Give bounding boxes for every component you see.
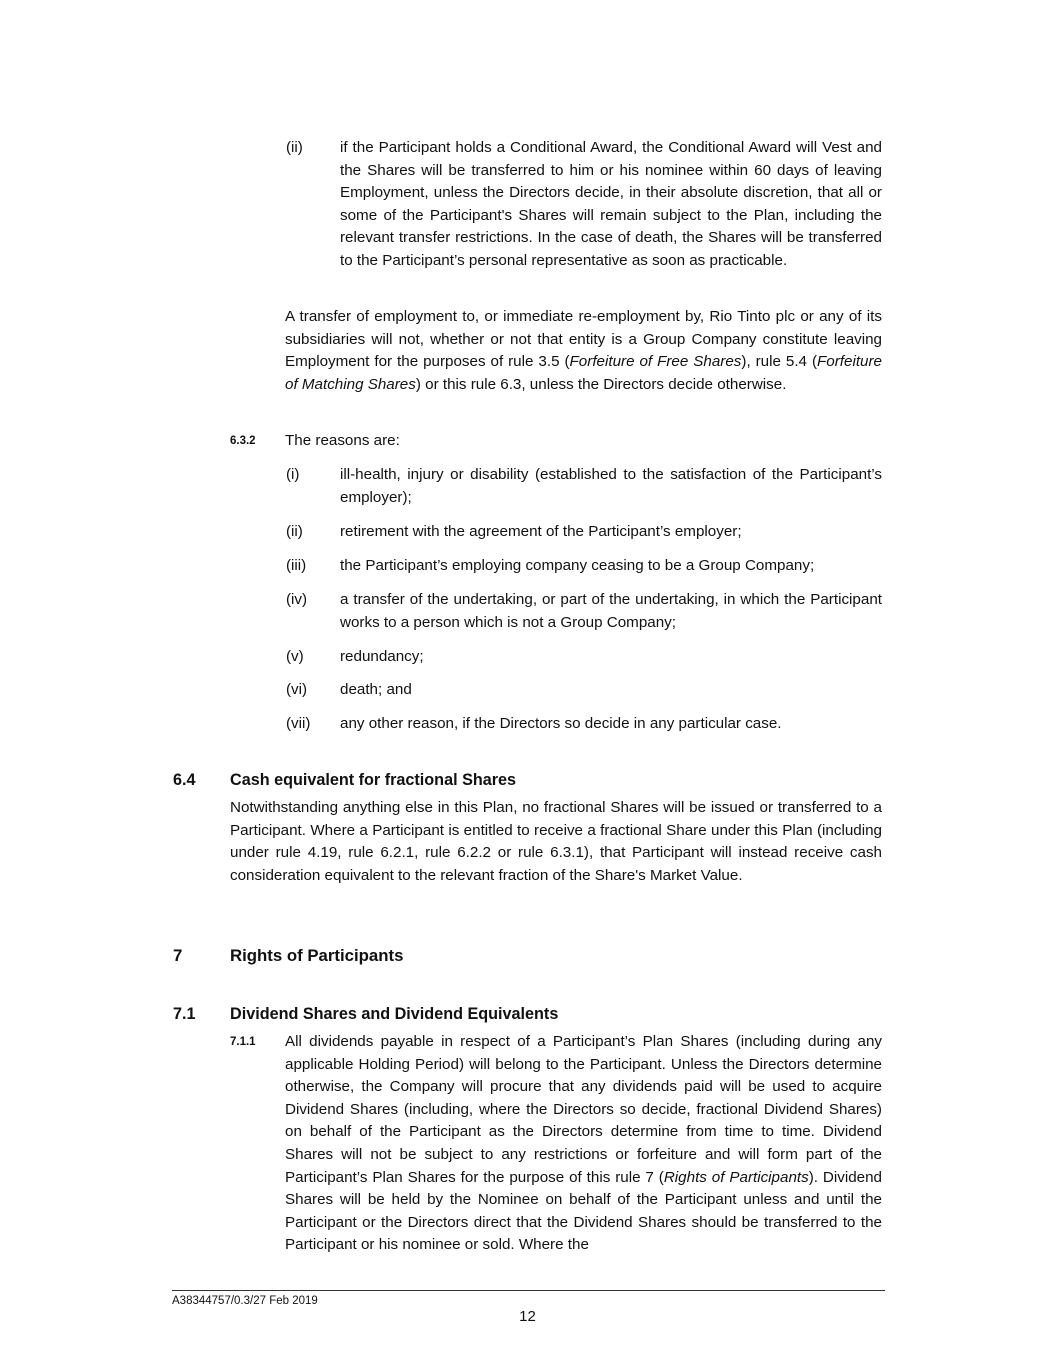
transfer-of-employment-paragraph: A transfer of employment to, or immediate re-employment by, Rio Tinto plc or any of its subsidiaries will not, whether or not that entity is a Group Company constitute leaving Employment for the purposes of rule 3.5 (Forfeiture of Free Shares), rule 5.4 (Forfeiture of Matching Shares) or this rule 6.3, unless the Directors decide otherwise.: [285, 308, 883, 393]
footer-divider: [172, 1290, 885, 1291]
item-text: redundancy;: [340, 648, 424, 665]
item-number: (iii): [286, 557, 307, 574]
reasons-intro: The reasons are:: [285, 432, 400, 449]
item-number: (v): [286, 648, 304, 665]
item-number: (iv): [286, 591, 308, 608]
clause-number-7-1-1: 7.1.1: [230, 1036, 256, 1048]
item-number: (vi): [286, 681, 308, 698]
section-heading-7-1: Dividend Shares and Dividend Equivalents: [230, 1005, 559, 1023]
page-number: 12: [519, 1308, 536, 1325]
section-heading-6-4: Cash equivalent for fractional Shares: [230, 771, 517, 789]
item-text: death; and: [340, 681, 412, 698]
item-text: any other reason, if the Directors so decide in any particular case.: [340, 715, 782, 732]
section-number-7: 7: [173, 946, 183, 965]
section-number-6-4: 6.4: [173, 771, 196, 789]
section-number-7-1: 7.1: [173, 1005, 196, 1023]
document-reference: A38344757/0.3/27 Feb 2019: [172, 1295, 318, 1307]
item-number: (ii): [286, 139, 303, 156]
item-text: ill-health, injury or disability (established to the satisfaction of the Participant’s employer);: [340, 466, 882, 506]
dividends-paragraph: All dividends payable in respect of a Participant’s Plan Shares (including during any applicable Holding Period) will belong to the Participant. Unless the Directors determine otherwise, the Company will procure that any dividends paid will be used to acquire Dividend Shares (including, where the Directors so decide, fractional Dividend Shares) on behalf of the Participant as the Directors determine from time to time. Dividend Shares will not be subject to any restrictions or forfeiture and will form part of the Participant’s Plan Shares for the purpose of this rule 7 (Rights of Participants). Dividend Shares will be held by the Nominee on behalf of the Participant unless and until the Participant or the Directors direct that the Dividend Shares should be transferred to the Participant or his nominee or sold. Where the: [285, 1033, 882, 1254]
item-text: retirement with the agreement of the Participant’s employer;: [340, 523, 742, 540]
item-number: (vii): [286, 715, 311, 732]
item-text: the Participant’s employing company ceasing to be a Group Company;: [340, 557, 815, 574]
fractional-shares-paragraph: Notwithstanding anything else in this Plan, no fractional Shares will be issued or transferred to a Participant. Where a Participant is entitled to receive a fractional Share under this Plan (including under rule 4.19, rule 6.2.1, rule 6.2.2 or rule 6.3.1), that Participant will instead receive cash consideration equivalent to the relevant fraction of the Share's Market Value.: [230, 799, 882, 884]
section-heading-7: Rights of Participants: [230, 946, 404, 965]
item-number: (i): [286, 466, 300, 483]
item-text: a transfer of the undertaking, or part of the undertaking, in which the Participant works to a person which is not a Group Company;: [340, 591, 882, 631]
conditional-award-paragraph: if the Participant holds a Conditional Award, the Conditional Award will Vest and the Shares will be transferred to him or his nominee within 60 days of leaving Employment, unless the Directors decide, in their absolute discretion, that all or some of the Participant's Shares will remain subject to the Plan, including the relevant transfer restrictions. In the case of death, the Shares will be transferred to the Participant’s personal representative as soon as practicable.: [340, 139, 882, 269]
clause-number-6-3-2: 6.3.2: [230, 435, 256, 447]
item-number: (ii): [286, 523, 303, 540]
